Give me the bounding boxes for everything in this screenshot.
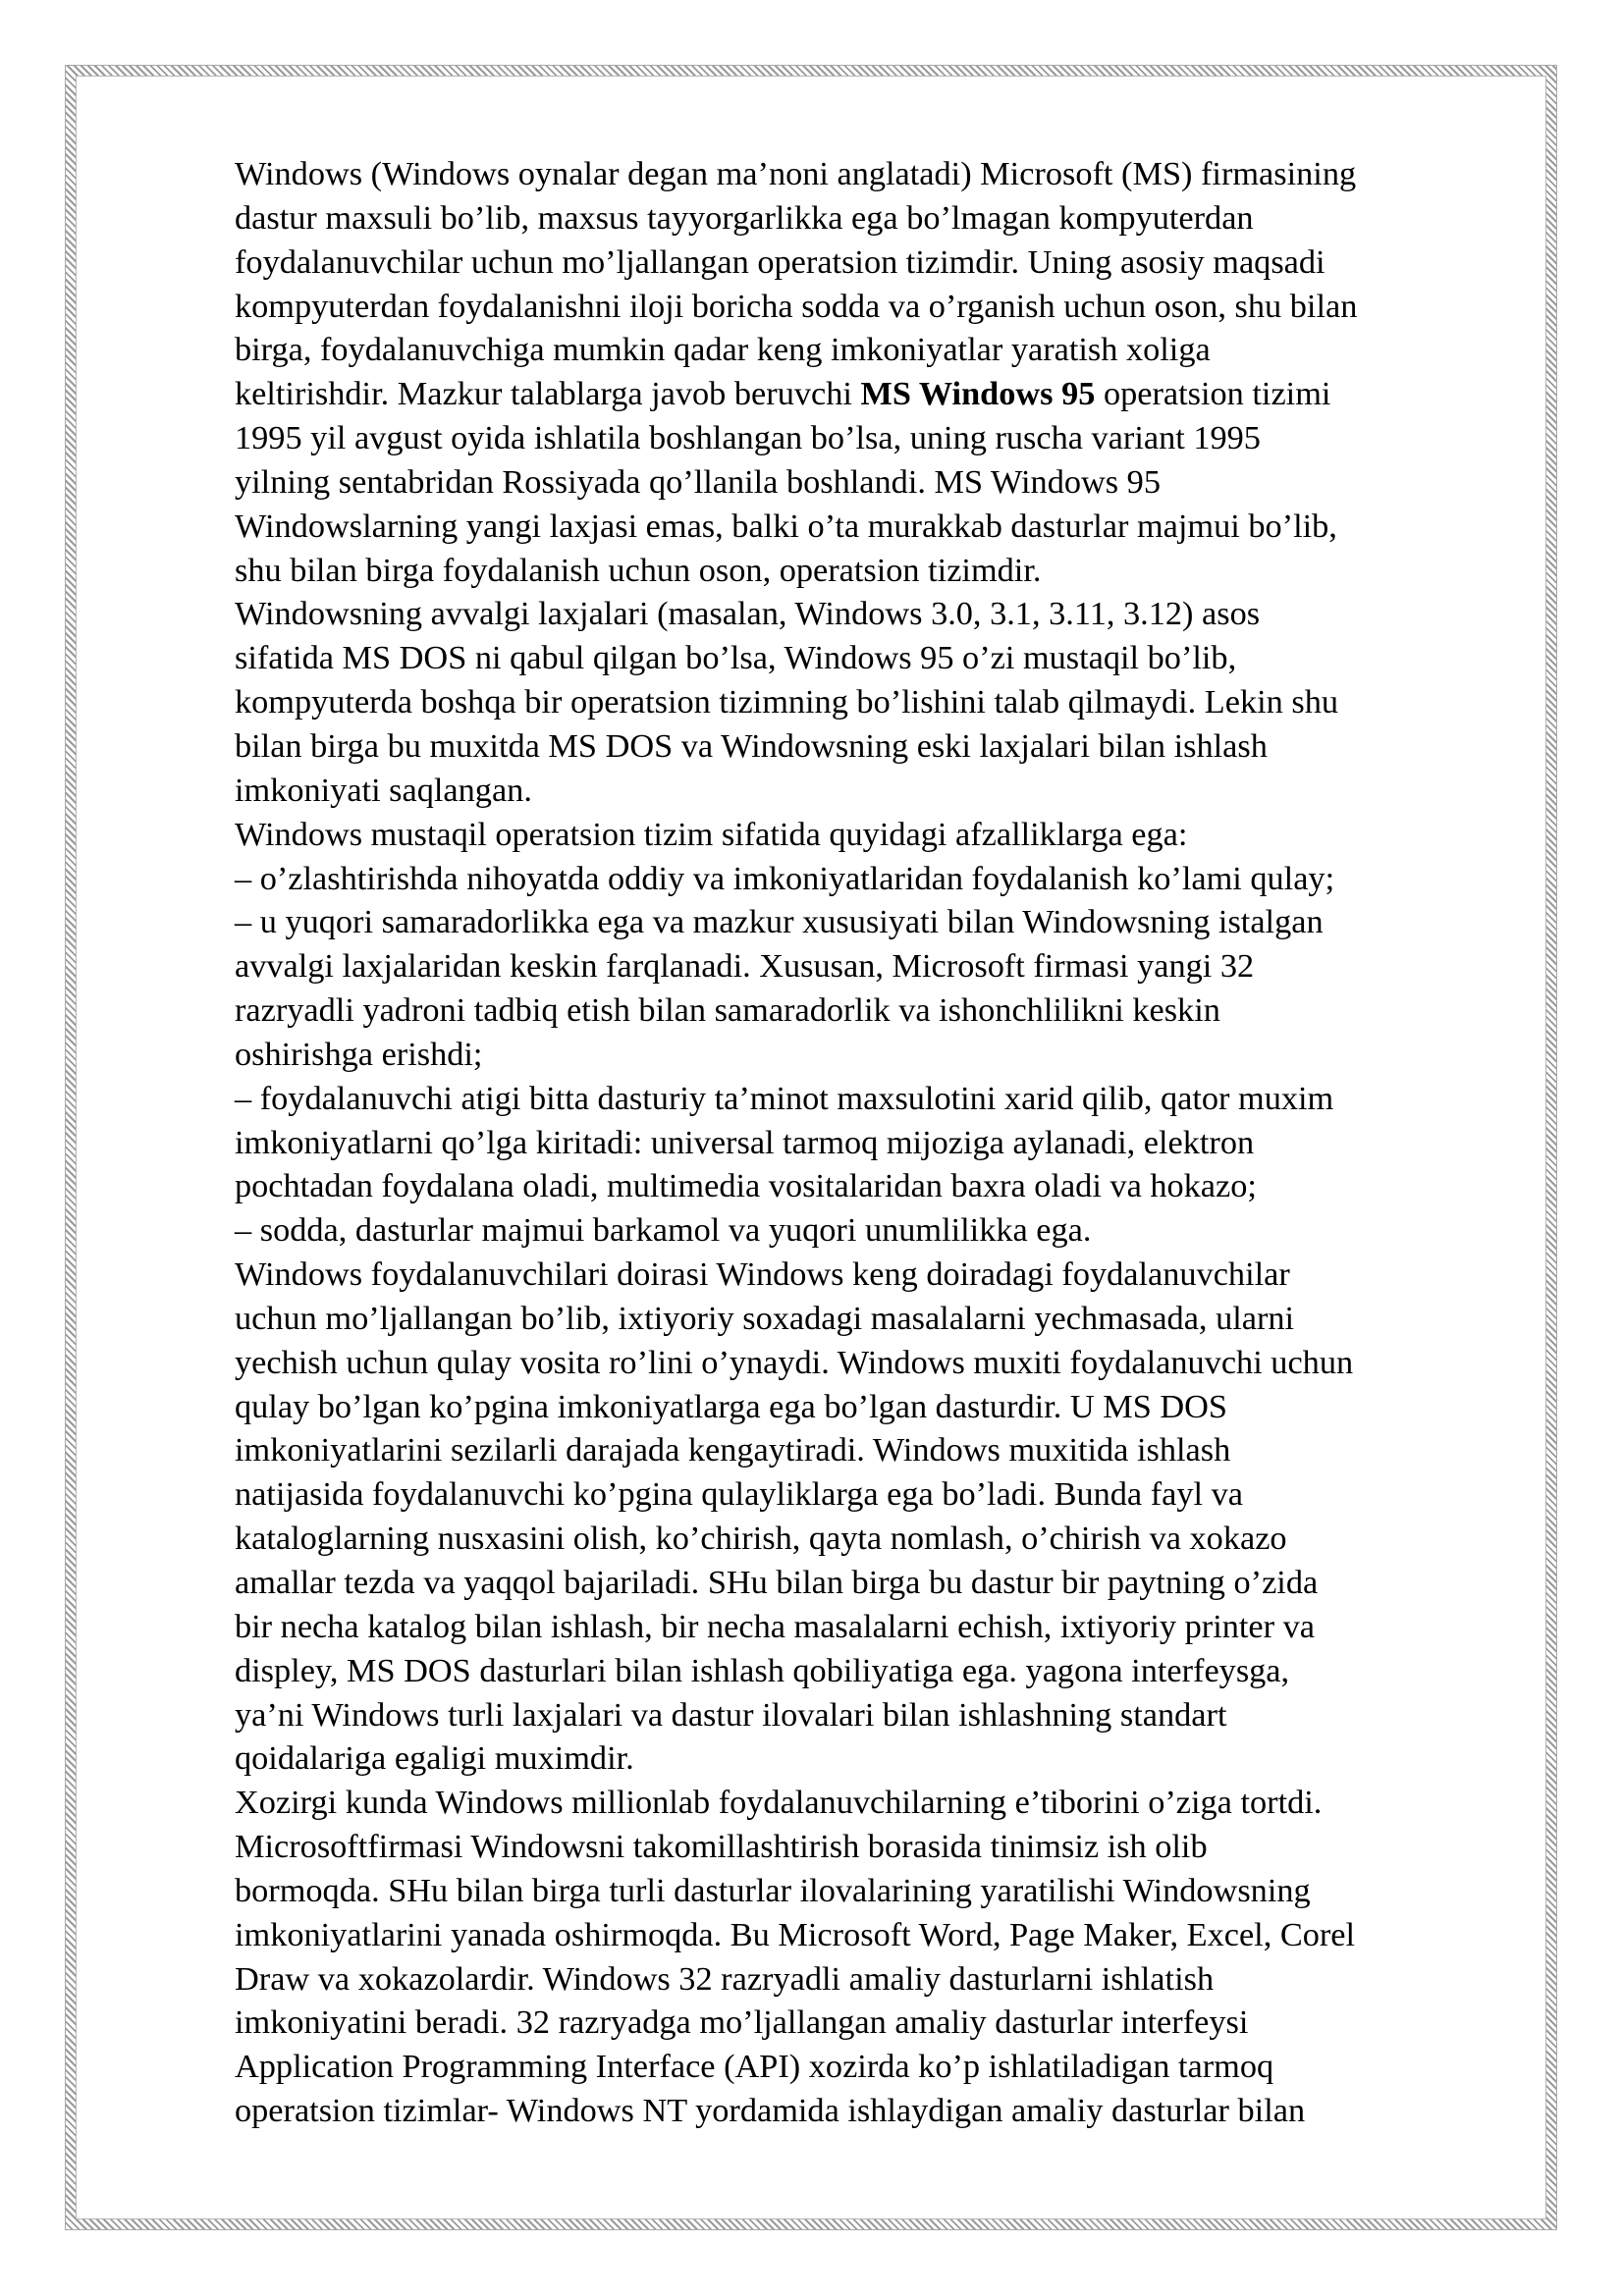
text-line: yilning sentabridan Rossiyada qo’llanila boshlandi. MS Windows 95 bbox=[235, 462, 1161, 501]
text-line: bilan birga bu muxitda MS DOS va Windowsning eski laxjalari bilan ishlash bbox=[235, 726, 1268, 765]
text-line: Application Programming Interface (API) xozirda ko’p ishlatiladigan tarmoq bbox=[235, 2048, 1274, 2086]
list-item: – o’zlashtirishda nihoyatda oddiy va imkoniyatlaridan foydalanish ko’lami qulay; bbox=[235, 859, 1335, 897]
text-line: razryadli yadroni tadbiq etish bilan samaradorlik va ishonchlilikni keskin bbox=[235, 991, 1220, 1030]
text-line: amallar tezda va yaqqol bajariladi. SHu bilan birga bu dastur bir paytning o’zida bbox=[235, 1564, 1319, 1601]
text-line: qulay bo’lgan ko’pgina imkoniyatlarga ega bo’lgan dasturdir. U MS DOS bbox=[235, 1387, 1227, 1425]
text-line: avvalgi laxjalaridan keskin farqlanadi. Xususan, Microsoft firmasi yangi 32 bbox=[235, 947, 1255, 986]
text-line: imkoniyatini beradi. 32 razryadga mo’ljallangan amaliy dasturlar interfeysi bbox=[235, 2003, 1249, 2042]
text-line: ya’ni Windows turli laxjalari va dastur ilovalari bilan ishlashning standart bbox=[235, 1695, 1227, 1734]
text-line: sifatida MS DOS ni qabul qilgan bo’lsa, Windows 95 o’zi mustaqil bo’lib, bbox=[235, 639, 1237, 677]
text-line: imkoniyatlarini sezilarli darajada kengaytiradi. Windows muxitida ishlash bbox=[235, 1431, 1231, 1469]
text-line: Windows mustaqil operatsion tizim sifatida quyidagi afzalliklarga ega: bbox=[235, 815, 1188, 853]
text-line: imkoniyati saqlangan. bbox=[235, 771, 532, 809]
text-line: Draw va xokazolardir. Windows 32 razryadli amaliy dasturlarni ishlatish bbox=[235, 1959, 1215, 1998]
text-segment: keltirishdir. Mazkur talablarga javob beruvchi bbox=[235, 375, 861, 413]
text-line: bormoqda. SHu bilan birga turli dasturlar ilovalarining yaratilishi Windowsning bbox=[235, 1871, 1311, 1909]
text-line: yechish uchun qulay vosita ro’lini o’ynaydi. Windows muxiti foydalanuvchi uchun bbox=[235, 1343, 1354, 1381]
text-line: imkoniyatlarni qo’lga kiritadi: universal tarmoq mijoziga aylanadi, elektron bbox=[235, 1123, 1255, 1161]
text-line: bir necha katalog bilan ishlash, bir necha masalalarni echish, ixtiyoriy printer va bbox=[235, 1607, 1315, 1645]
text-line: Xozirgi kunda Windows millionlab foydalanuvchilarning e’tiborini o’ziga tortdi. bbox=[235, 1784, 1323, 1822]
list-item: – u yuqori samaradorlikka ega va mazkur xususiyati bilan Windowsning istalgan bbox=[235, 903, 1324, 941]
text-line: kompyuterdan foydalanishni iloji boricha sodda va o’rganish uchun oson, shu bilan bbox=[235, 287, 1358, 325]
text-line: imkoniyatlarini yanada oshirmoqda. Bu Microsoft Word, Page Maker, Excel, Corel bbox=[235, 1915, 1356, 1953]
text-line: displey, MS DOS dasturlari bilan ishlash qobiliyatiga ega. yagona interfeysga, bbox=[235, 1651, 1290, 1689]
text-line: Windowslarning yangi laxjasi emas, balki o’ta murakkab dasturlar majmui bo’lib, bbox=[235, 507, 1337, 545]
text-line: birga, foydalanuvchiga mumkin qadar keng imkoniyatlar yaratish xoliga bbox=[235, 331, 1211, 369]
text-line: uchun mo’ljallangan bo’lib, ixtiyoriy soxadagi masalalarni yechmasada, ularni bbox=[235, 1299, 1295, 1337]
text-line: shu bilan birga foydalanish uchun oson, operatsion tizimdir. bbox=[235, 551, 1042, 589]
text-line: Windows foydalanuvchilari doirasi Windows keng doiradagi foydalanuvchilar bbox=[235, 1255, 1290, 1294]
text-line: pochtadan foydalana oladi, multimedia vositalaridan baxra oladi va hokazo; bbox=[235, 1167, 1257, 1205]
text-line: foydalanuvchilar uchun mo’ljallangan operatsion tizimdir. Uning asosiy maqsadi bbox=[235, 242, 1325, 281]
text-line: Windows (Windows oynalar degan ma’noni anglatadi) Microsoft (MS) firmasining bbox=[235, 155, 1357, 192]
list-item: – foydalanuvchi atigi bitta dasturiy ta’minot maxsulotini xarid qilib, qator muxim bbox=[235, 1079, 1334, 1117]
text-line: natijasida foydalanuvchi ko’pgina qulayliklarga ega bo’ladi. Bunda fayl va bbox=[235, 1475, 1243, 1514]
bold-product-name: MS Windows 95 bbox=[860, 375, 1096, 413]
text-line: 1995 yil avgust oyida ishlatila boshlangan bo’lsa, uning ruscha variant 1995 bbox=[235, 419, 1261, 457]
text-segment: operatsion tizimi bbox=[1095, 375, 1331, 413]
text-line: Microsoftfirmasi Windowsni takomillashtirish borasida tinimsiz ish olib bbox=[235, 1828, 1208, 1866]
text-line: operatsion tizimlar- Windows NT yordamida ishlaydigan amaliy dasturlar bilan bbox=[235, 2092, 1306, 2130]
text-line-with-bold bbox=[235, 372, 1531, 416]
list-item: – sodda, dasturlar majmui barkamol va yuqori unumlilikka ega. bbox=[235, 1211, 1092, 1250]
document-body bbox=[235, 152, 1531, 2133]
text-line: Windowsning avvalgi laxjalari (masalan, Windows 3.0, 3.1, 3.11, 3.12) asos bbox=[235, 595, 1261, 633]
text-line: qoidalariga egaligi muximdir. bbox=[235, 1739, 634, 1778]
text-line: kompyuterda boshqa bir operatsion tizimning bo’lishini talab qilmaydi. Lekin shu bbox=[235, 683, 1338, 721]
text-line: kataloglarning nusxasini olish, ko’chirish, qayta nomlash, o’chirish va xokazo bbox=[235, 1520, 1287, 1558]
text-line: dastur maxsuli bo’lib, maxsus tayyorgarlikka ega bo’lmagan kompyuterdan bbox=[235, 198, 1254, 237]
text-line: oshirishga erishdi; bbox=[235, 1035, 483, 1073]
